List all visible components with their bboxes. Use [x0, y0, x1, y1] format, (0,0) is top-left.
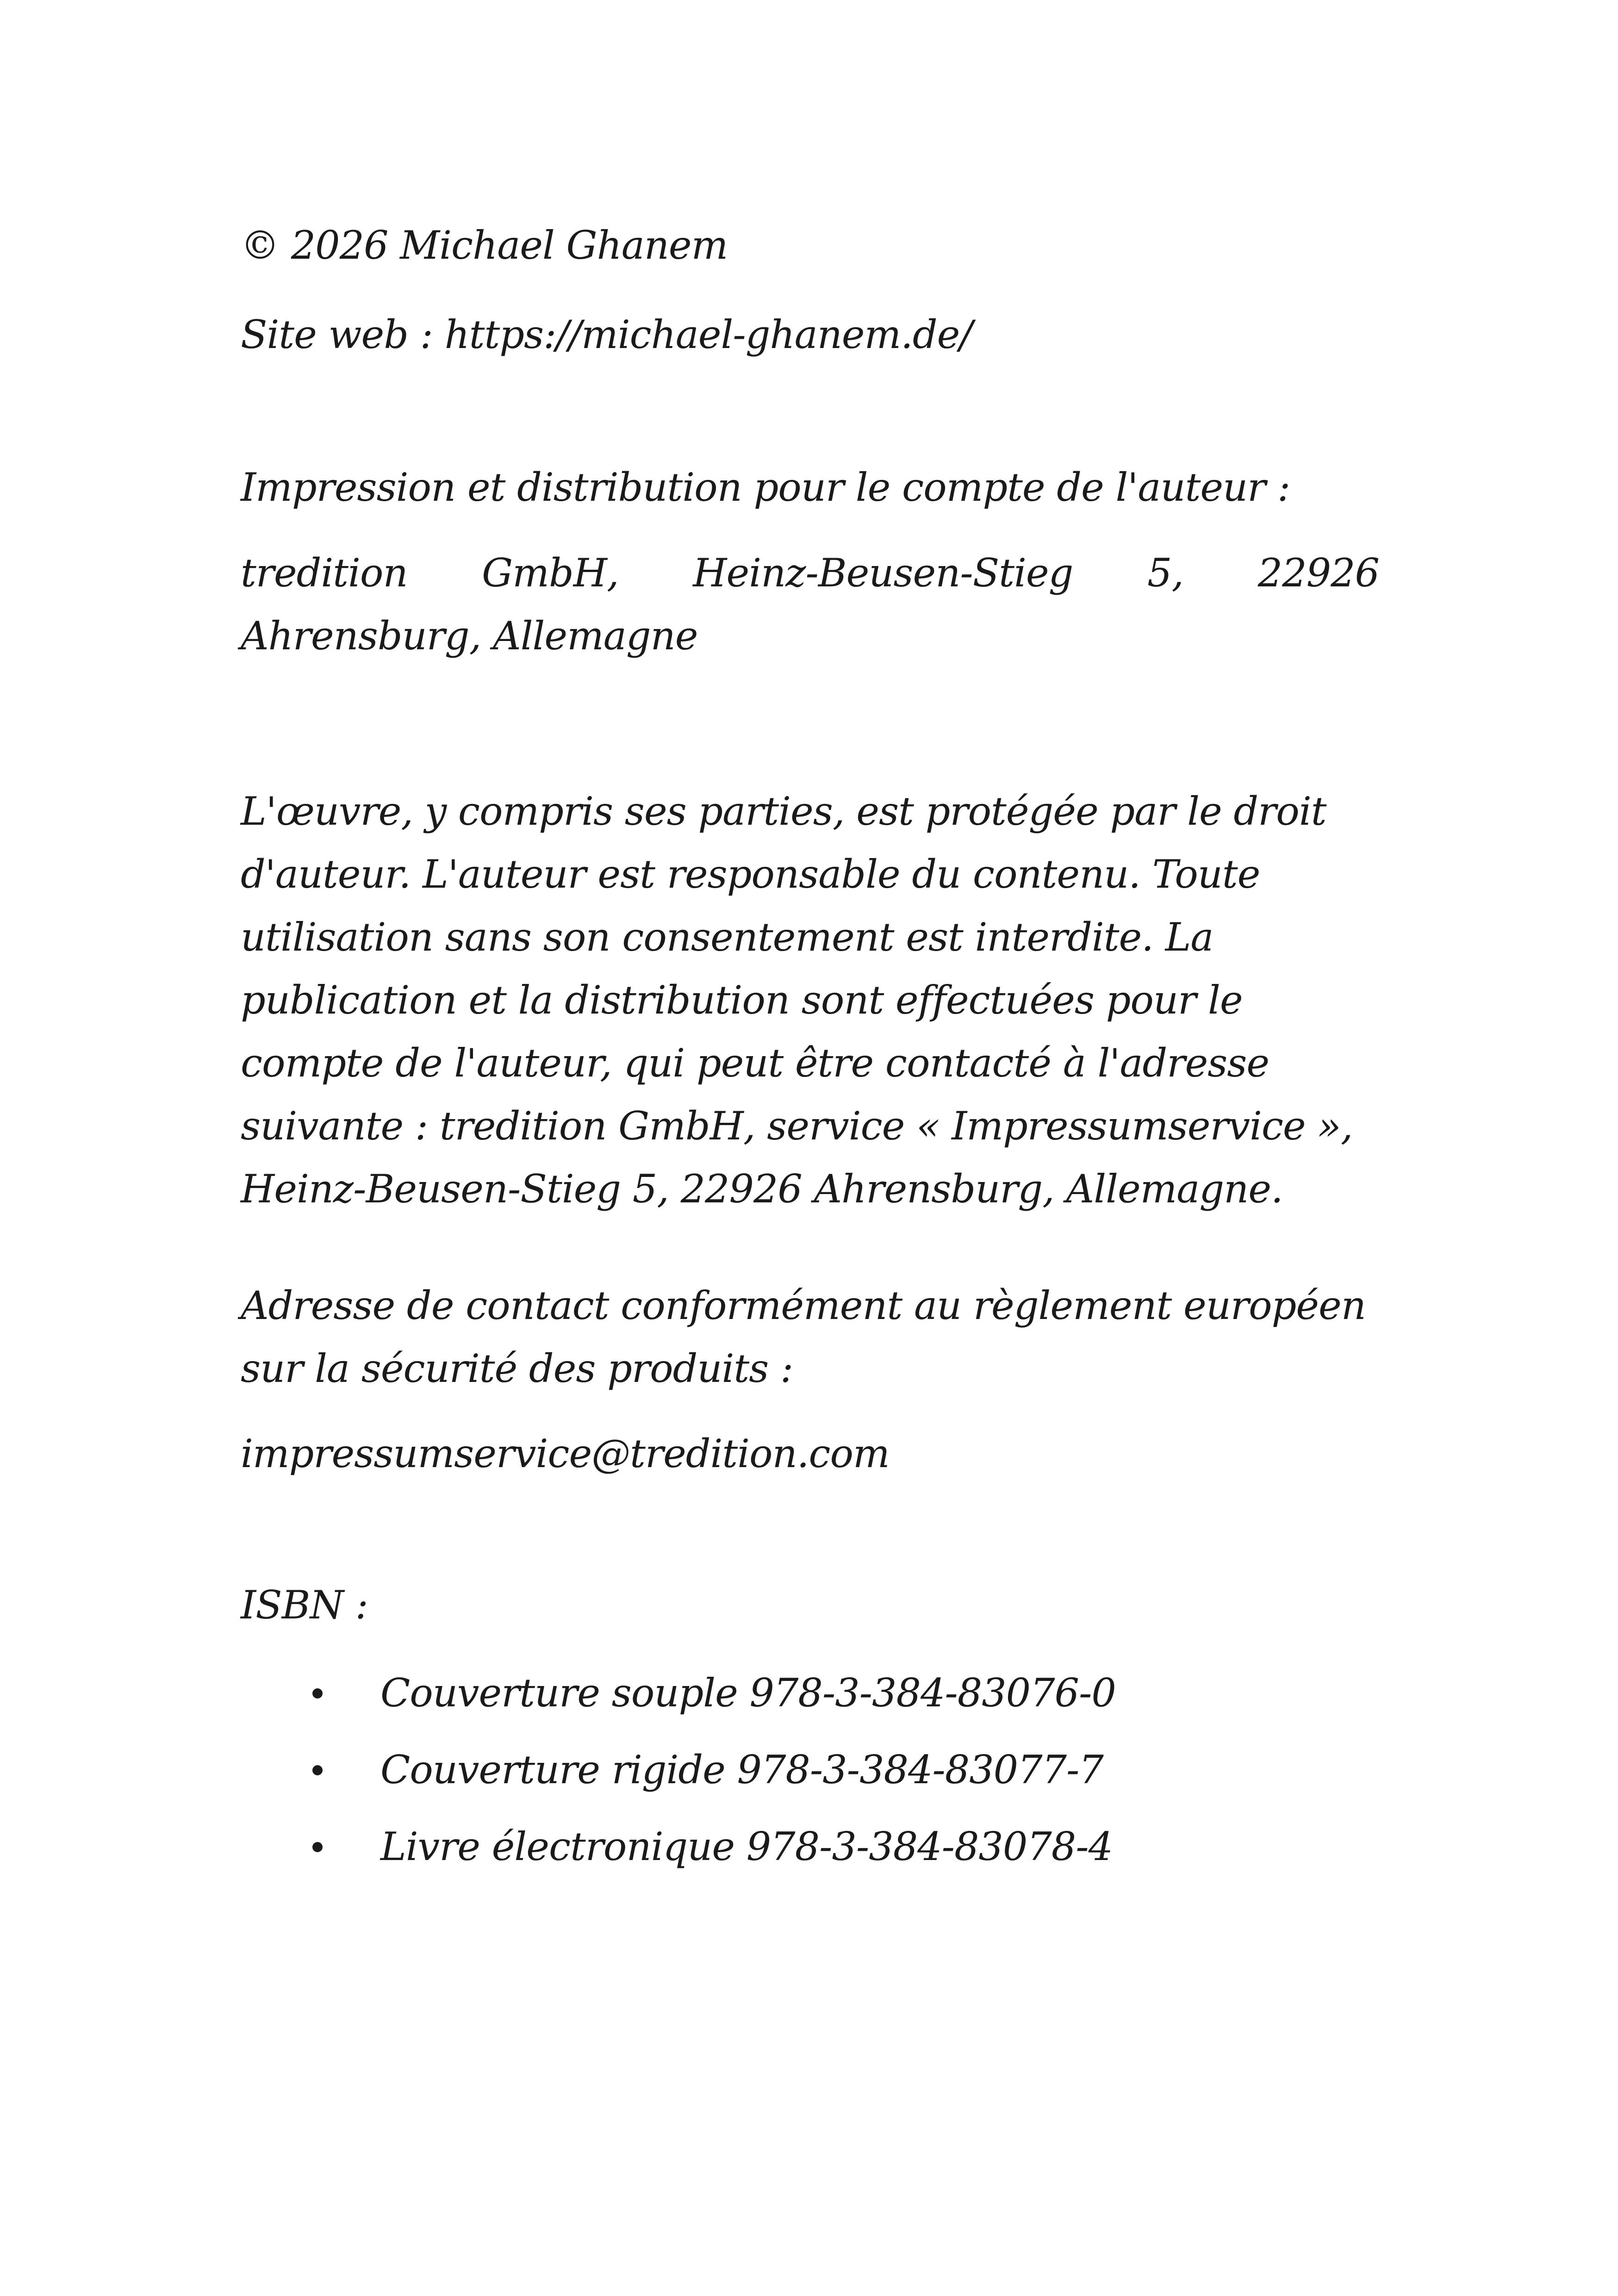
legal-notice-line: utilisation sans son consentement est interdite. La [241, 915, 1214, 960]
contact-label [241, 1274, 1379, 1400]
legal-notice-line: compte de l'auteur, qui peut être contacté à l'adresse [241, 1040, 1270, 1086]
printing-label: Impression et distribution pour le compte de l'auteur : [241, 465, 1290, 510]
legal-notice-line: L'œuvre, y compris ses parties, est protégée par le droit [241, 789, 1326, 834]
legal-notice-line: publication et la distribution sont effectuées pour le [241, 977, 1243, 1023]
contact-email: impressumservice@tredition.com [241, 1431, 890, 1476]
legal-notice-line: suivante : tredition GmbH, service « Impressumservice », [241, 1103, 1353, 1149]
isbn-ebook: Livre électronique 978-3-384-83078-4 [380, 1824, 1113, 1869]
isbn-label: ISBN : [241, 1582, 368, 1628]
isbn-list-item [241, 1815, 1379, 1892]
isbn-list-item [241, 1661, 1379, 1738]
isbn-list-item [241, 1738, 1379, 1815]
website-line: Site web : https://michael-ghanem.de/ [241, 312, 972, 357]
isbn-softcover: Couverture souple 978-3-384-83076-0 [380, 1670, 1116, 1716]
printing-address: tredition GmbH, Heinz-Beusen-Stieg 5, 22926 Ahrensburg, Allemagne [241, 550, 1379, 659]
bullet-icon [312, 1842, 323, 1852]
legal-notice [241, 780, 1379, 1220]
contact-label-line: sur la sécurité des produits : [241, 1346, 793, 1391]
contact-label-line: Adresse de contact conformément au règlement européen [241, 1283, 1366, 1328]
isbn-list [241, 1661, 1379, 1892]
isbn-hardcover: Couverture rigide 978-3-384-83077-7 [380, 1747, 1103, 1792]
bullet-icon [312, 1765, 323, 1775]
bullet-icon [312, 1688, 323, 1699]
copyright-line: © 2026 Michael Ghanem [241, 223, 728, 268]
legal-notice-line: d'auteur. L'auteur est responsable du contenu. Toute [241, 852, 1260, 897]
legal-notice-line: Heinz-Beusen-Stieg 5, 22926 Ahrensburg, Allemagne. [241, 1166, 1283, 1212]
